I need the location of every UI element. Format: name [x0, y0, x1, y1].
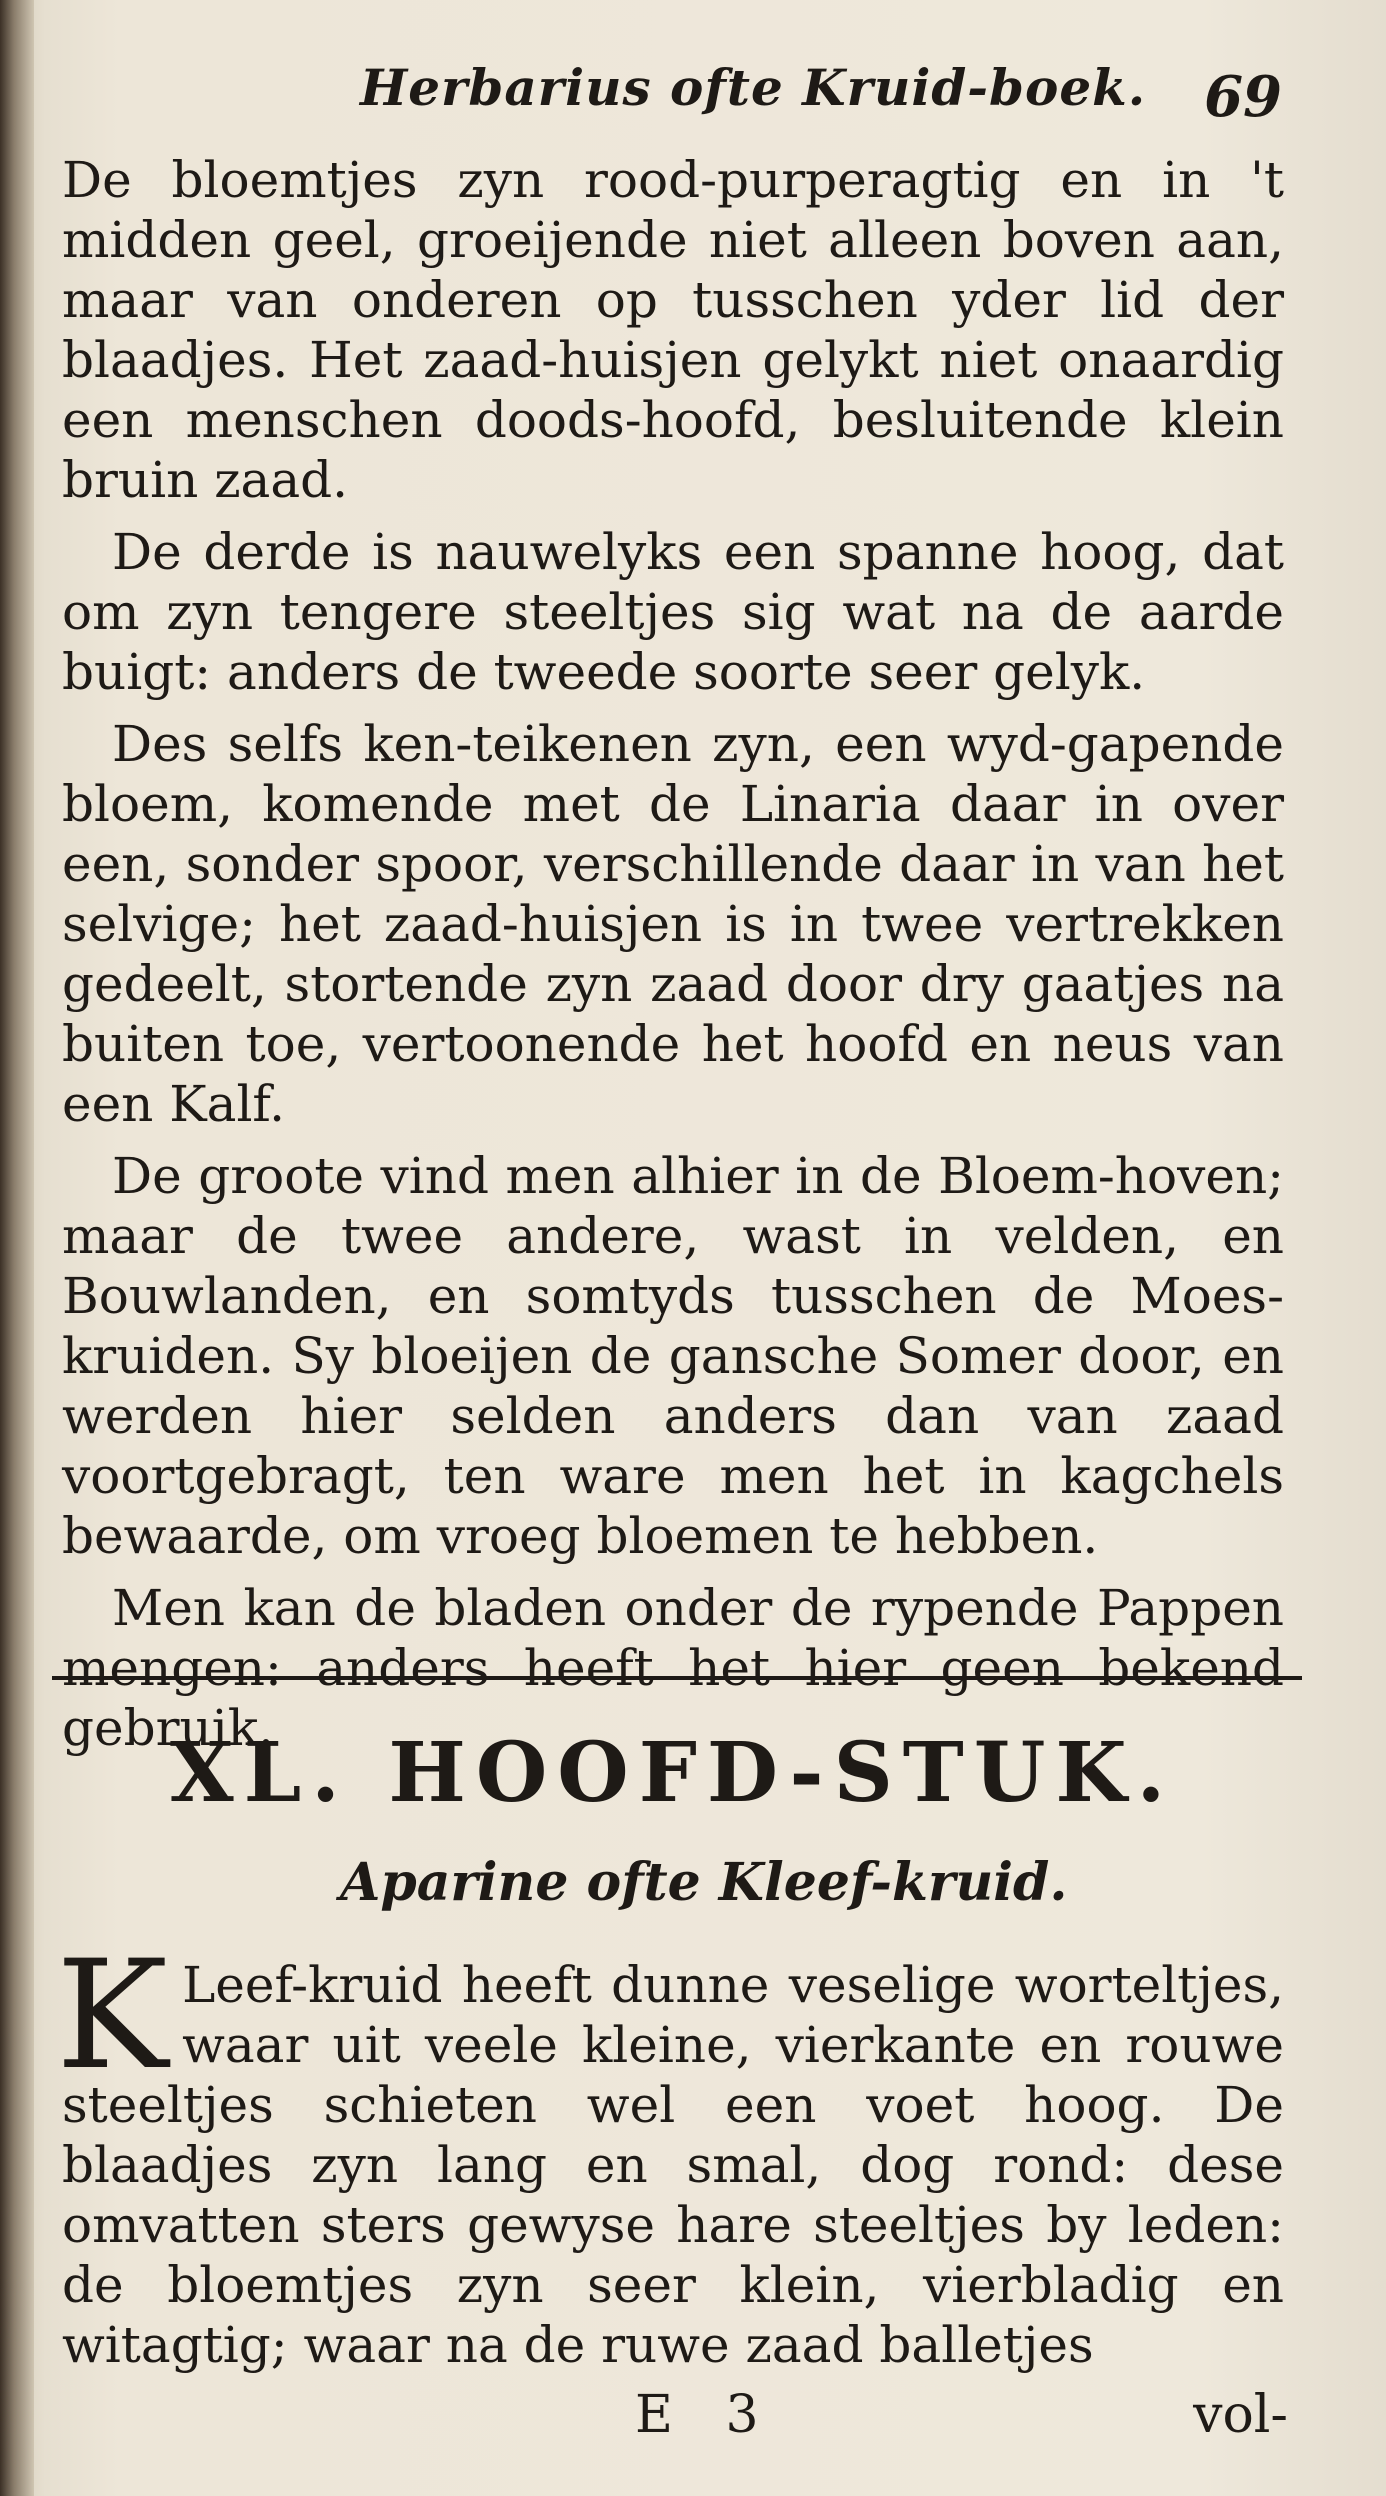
text-block: [62, 150, 1284, 1758]
chapter-body: [56, 1929, 1284, 2375]
chapter-heading: XL. HOOFD-STUK.: [170, 1725, 1176, 1821]
paragraph-1: De bloemtjes zyn rood-purperagtig en in 't midden geel, groeijende niet alleen boven aan, maar van onderen op tusschen yder lid der blaadjes. Het zaad-huisjen gelykt niet onaardig een menschen doods-hoofd, besluitende klein bruin zaad.: [62, 151, 1284, 509]
page-number: 69: [1204, 64, 1282, 130]
signature-mark: E 3: [635, 2385, 777, 2445]
page-binding-edge: [0, 0, 34, 2496]
running-title: Herbarius ofte Kruid-boek.: [360, 58, 1147, 117]
drop-cap: K: [56, 1929, 169, 2103]
paragraph-4: De groote vind men alhier in de Bloem-hoven; maar de twee andere, wast in velden, en Bouwlanden, en somtyds tusschen de Moes-kruiden. Sy bloeijen de gansche Somer door, en werden hier selden anders dan van zaad voortgebragt, ten ware men het in kagchels bewaarde, om vroeg bloemen te hebben.: [62, 1147, 1284, 1565]
catchword: vol-: [1193, 2385, 1288, 2445]
chapter-subtitle: Aparine ofte Kleef-kruid.: [340, 1852, 1068, 1913]
paragraph-2: De derde is nauwelyks een spanne hoog, dat om zyn tengere steeltjes sig wat na de aarde buigt: anders de tweede soorte seer gelyk.: [62, 523, 1284, 701]
paragraph-3: Des selfs ken-teikenen zyn, een wyd-gapende bloem, komende met de Linaria daar in over een, sonder spoor, verschillende daar in van het selvige; het zaad-huisjen is in twee vertrekken gedeelt, stortende zyn zaad door dry gaatjes na buiten toe, vertoonende het hoofd en neus van een Kalf.: [62, 715, 1284, 1133]
page-header: [0, 58, 1386, 138]
section-divider-rule: [52, 1676, 1302, 1680]
paragraph-5: Men kan de bladen onder de rypende Pappen mengen: anders heeft het hier geen bekend gebruik.: [62, 1579, 1284, 1757]
chapter-body-text: Leef-kruid heeft dunne veselige worteltjes, waar uit veele kleine, vierkante en rouwe steeltjes schieten wel een voet hoog. De blaadjes zyn lang en smal, dog rond: dese omvatten sters gewyse hare steeltjes by leden: de bloemtjes zyn seer klein, vierbladig en witagtig; waar na de ruwe zaad balletjes: [62, 1956, 1284, 2374]
